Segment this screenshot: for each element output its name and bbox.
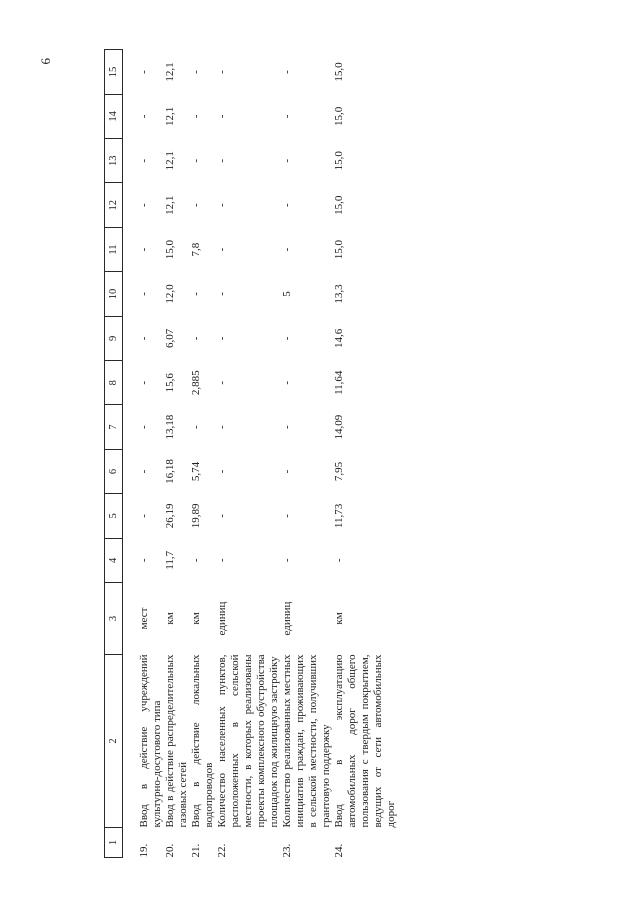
- value-cell-col-6: -: [138, 469, 150, 474]
- value-cell-col-4: -: [281, 558, 293, 563]
- value-cell-col-5: -: [138, 514, 150, 518]
- value-cell-col-4: -: [190, 558, 202, 563]
- indicator-row-20: [164, 50, 190, 858]
- value-cell-col-5: -: [216, 514, 228, 518]
- indicator-row-19: [123, 50, 165, 858]
- value-cell-col-15: 12,1: [164, 62, 176, 82]
- column-numbers-header-row: [105, 50, 123, 858]
- indicator-name-cell: Ввод в действие локальных водопроводов: [190, 654, 215, 828]
- value-cell-col-10: -: [138, 292, 150, 296]
- value-cell-col-11: 7,8: [190, 242, 202, 257]
- value-cell-col-9: 6,07: [164, 328, 176, 348]
- value-cell-col-14: -: [138, 114, 150, 119]
- unit-cell: км: [190, 612, 202, 625]
- value-cell-col-13: -: [216, 158, 228, 163]
- indicator-name-cell: Ввод в действие распределительных газовых сетей: [164, 654, 189, 828]
- value-cell-col-4: -: [216, 558, 228, 563]
- value-cell-col-15: -: [138, 70, 150, 74]
- column-number-header-9: 9: [105, 316, 123, 360]
- value-cell-col-9: -: [216, 336, 228, 341]
- indicator-name-cell: Ввод в эксплуатацию автомобильных дорог общего пользования с твердым покрытием, ведущих от сети автомобильных дорог: [333, 654, 397, 828]
- column-number-header-4: 4: [105, 538, 123, 582]
- indicators-table: [104, 49, 398, 858]
- value-cell-col-5: 26,19: [164, 503, 176, 529]
- column-number-header-12: 12: [105, 183, 123, 227]
- value-cell-col-14: -: [190, 114, 202, 119]
- column-number-header-14: 14: [105, 94, 123, 138]
- value-cell-col-11: -: [138, 247, 150, 252]
- column-number-header-7: 7: [105, 405, 123, 449]
- value-cell-col-6: -: [281, 469, 293, 474]
- value-cell-col-14: -: [281, 114, 293, 119]
- indicator-name-cell: Количество населенных пунктов, расположенных в сельской местности, в которых реализованы проекты комплексного обустройства площадок под жилищную застройку: [216, 654, 280, 828]
- value-cell-col-5: -: [281, 514, 293, 518]
- value-cell-col-15: -: [190, 70, 202, 74]
- value-cell-col-9: 14,6: [333, 328, 345, 348]
- value-cell-col-15: -: [281, 70, 293, 74]
- unit-cell: км: [164, 612, 176, 625]
- value-cell-col-13: 15,0: [333, 151, 345, 171]
- column-number-header-11: 11: [105, 227, 123, 271]
- value-cell-col-7: 13,18: [164, 414, 176, 440]
- value-cell-col-5: 19,89: [190, 503, 202, 529]
- row-number-cell: 23.: [281, 843, 293, 858]
- column-number-header-6: 6: [105, 449, 123, 493]
- value-cell-col-14: 15,0: [333, 106, 345, 127]
- value-cell-col-11: 15,0: [164, 239, 176, 260]
- page-number: 6: [38, 58, 53, 65]
- value-cell-col-12: 15,0: [333, 195, 345, 215]
- value-cell-col-8: -: [216, 380, 228, 385]
- value-cell-col-12: -: [281, 203, 293, 208]
- value-cell-col-12: -: [216, 203, 228, 208]
- value-cell-col-12: -: [190, 203, 202, 208]
- unit-cell: км: [333, 612, 345, 625]
- value-cell-col-14: 12,1: [164, 106, 176, 127]
- indicator-name-cell: Ввод в действие учреждений культурно-досугового типа: [138, 654, 163, 828]
- indicator-row-22: [216, 50, 281, 858]
- value-cell-col-7: -: [138, 425, 150, 429]
- value-cell-col-13: -: [190, 158, 202, 163]
- value-cell-col-15: -: [216, 70, 228, 74]
- column-number-header-15: 15: [105, 50, 123, 94]
- indicator-row-24: [333, 50, 398, 858]
- value-cell-col-5: 11,73: [333, 503, 345, 529]
- value-cell-col-9: -: [281, 336, 293, 341]
- value-cell-col-15: 15,0: [333, 62, 345, 82]
- column-number-header-8: 8: [105, 361, 123, 405]
- value-cell-col-13: 12,1: [164, 151, 176, 171]
- value-cell-col-6: 7,95: [333, 461, 345, 482]
- value-cell-col-6: 16,18: [164, 459, 176, 484]
- row-number-cell: 21.: [190, 843, 202, 858]
- value-cell-col-4: 11,7: [164, 550, 176, 570]
- indicator-row-23: [281, 50, 333, 858]
- value-cell-col-7: 14,09: [333, 414, 345, 440]
- column-number-header-3: 3: [105, 583, 123, 655]
- value-cell-col-8: 15,6: [164, 373, 176, 393]
- column-number-header-2: 2: [105, 655, 123, 828]
- unit-cell: единиц: [281, 601, 293, 636]
- row-number-cell: 22.: [216, 843, 228, 858]
- indicator-row-21: [190, 50, 216, 858]
- value-cell-col-10: -: [190, 292, 202, 296]
- value-cell-col-10: 13,3: [333, 284, 345, 304]
- unit-cell: мест: [138, 607, 150, 630]
- row-number-cell: 20.: [164, 843, 176, 858]
- value-cell-col-8: 2,885: [190, 370, 202, 396]
- unit-cell: единиц: [216, 601, 228, 636]
- value-cell-col-8: -: [138, 380, 150, 385]
- value-cell-col-12: -: [138, 203, 150, 208]
- value-cell-col-11: -: [281, 247, 293, 252]
- value-cell-col-7: -: [216, 425, 228, 429]
- value-cell-col-11: 15,0: [333, 239, 345, 260]
- value-cell-col-4: -: [138, 558, 150, 563]
- value-cell-col-4: -: [333, 558, 345, 563]
- value-cell-col-12: 12,1: [164, 195, 176, 215]
- column-number-header-1: 1: [105, 828, 123, 858]
- value-cell-col-8: -: [281, 380, 293, 385]
- column-number-header-10: 10: [105, 272, 123, 316]
- column-number-header-5: 5: [105, 494, 123, 538]
- row-number-cell: 19.: [138, 843, 150, 858]
- value-cell-col-7: -: [281, 425, 293, 429]
- value-cell-col-9: -: [190, 336, 202, 341]
- value-cell-col-7: -: [190, 425, 202, 429]
- value-cell-col-10: 12,0: [164, 284, 176, 304]
- row-number-cell: 24.: [333, 843, 345, 858]
- value-cell-col-11: -: [216, 247, 228, 252]
- value-cell-col-13: -: [281, 158, 293, 163]
- value-cell-col-10: 5: [281, 291, 293, 297]
- value-cell-col-6: 5,74: [190, 461, 202, 482]
- table-body: [123, 50, 399, 858]
- value-cell-col-10: -: [216, 292, 228, 296]
- value-cell-col-6: -: [216, 469, 228, 474]
- rotated-landscape-content: [38, 50, 398, 858]
- value-cell-col-13: -: [138, 158, 150, 163]
- column-number-header-13: 13: [105, 139, 123, 183]
- value-cell-col-9: -: [138, 336, 150, 341]
- value-cell-col-14: -: [216, 114, 228, 119]
- value-cell-col-8: 11,64: [333, 370, 345, 395]
- indicator-name-cell: Количество реализованных местных инициатив граждан, проживающих в сельской местности, получивших грантовую поддержку: [281, 654, 332, 828]
